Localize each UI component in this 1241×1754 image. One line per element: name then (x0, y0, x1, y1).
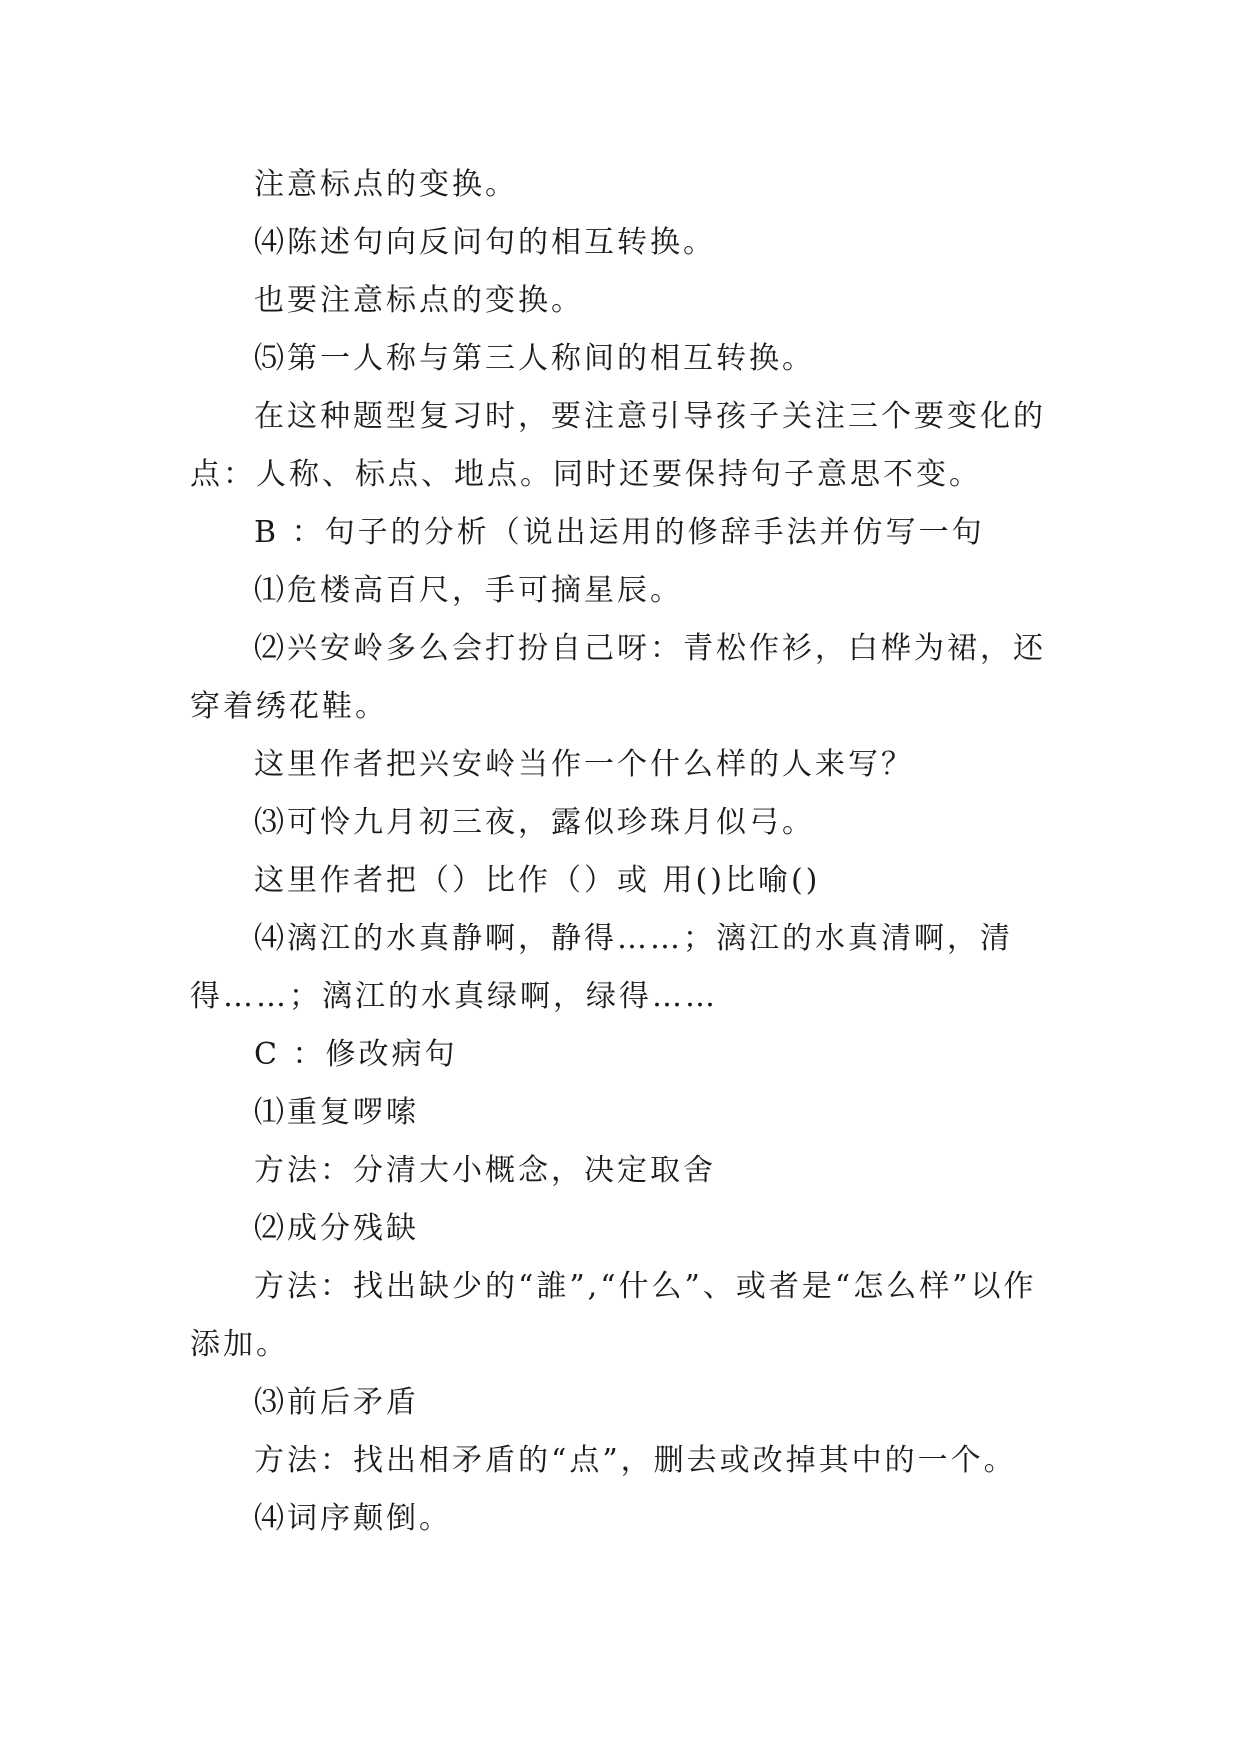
paragraph: 这里作者把兴安岭当作一个什么样的人来写？ (254, 747, 914, 782)
paragraph: ⑷漓江的水真静啊，静得……；漓江的水真清啊，清得……；漓江的水真绿啊，绿得…… (190, 921, 1013, 1014)
paragraph: 这里作者把（）比作（）或 用()比喻() (254, 863, 821, 898)
paragraph: ⑵兴安岭多么会打扮自己呀：青松作衫，白桦为裙，还穿着绣花鞋。 (190, 631, 1046, 724)
paragraph: ⑴重复啰嗦 (254, 1095, 419, 1130)
paragraph: 方法：找出缺少的“誰”,“什么”、或者是“怎么样”以作添加。 (190, 1269, 1037, 1362)
paragraph: C ：修改病句 (254, 1037, 458, 1072)
paragraph: 方法：找出相矛盾的“点”，删去或改掉其中的一个。 (254, 1443, 1017, 1478)
document-body (190, 156, 1050, 1548)
paragraph: ⑸第一人称与第三人称间的相互转换。 (254, 341, 815, 376)
paragraph: 注意标点的变换。 (254, 167, 518, 202)
paragraph: 在这种题型复习时，要注意引导孩子关注三个要变化的点：人称、标点、地点。同时还要保持句子意思不变。 (190, 399, 1046, 492)
paragraph: ⑶前后矛盾 (254, 1385, 419, 1420)
paragraph: ⑷词序颠倒。 (254, 1501, 452, 1536)
paragraph: ⑶可怜九月初三夜，露似珍珠月似弓。 (254, 805, 815, 840)
paragraph: 方法：分清大小概念，决定取舍 (254, 1153, 716, 1188)
paragraph: B ：句子的分析（说出运用的修辞手法并仿写一句 (254, 515, 985, 550)
paragraph: ⑵成分残缺 (254, 1211, 419, 1246)
paragraph: 也要注意标点的变换。 (254, 283, 584, 318)
paragraph: ⑴危楼高百尺，手可摘星辰。 (254, 573, 683, 608)
paragraph: ⑷陈述句向反问句的相互转换。 (254, 225, 716, 260)
